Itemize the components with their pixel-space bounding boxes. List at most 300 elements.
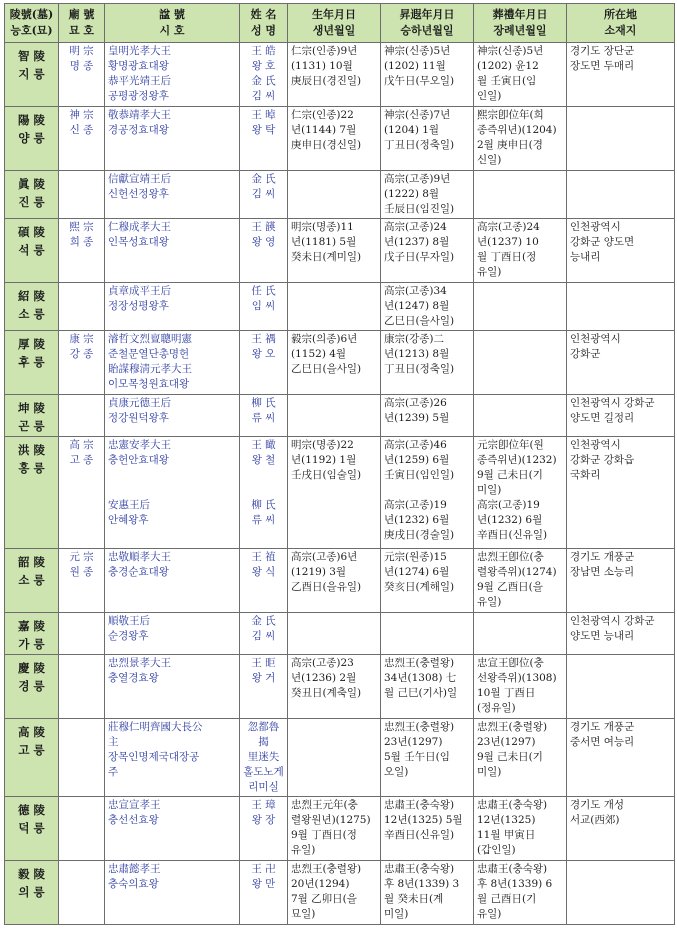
header-tomb-l1: 陵號(墓) bbox=[9, 8, 54, 21]
cell-title-line: 貽謀穆淸元孝大王 bbox=[108, 363, 192, 375]
header-title-l1: 諡 號 bbox=[159, 8, 185, 21]
cell-name bbox=[240, 719, 288, 797]
cell-name-line: 왕 탁 bbox=[251, 124, 276, 136]
table-row bbox=[5, 655, 675, 719]
cell-loc bbox=[567, 613, 675, 655]
cell-death-line: 丁丑日(정축일) bbox=[384, 139, 455, 151]
cell-burial-line: 종즉위년)(1204) bbox=[477, 124, 557, 136]
cell-title-line: 忠烈景孝大王 bbox=[108, 657, 171, 669]
cell-birth-line: 高宗(고종)23 bbox=[291, 657, 354, 669]
cell-tomb-line: 坤 陵 bbox=[17, 401, 45, 415]
cell-loc bbox=[567, 719, 675, 797]
cell-title-line: 정강원덕왕후 bbox=[108, 412, 169, 424]
cell-burial-line: 9월 乙酉日(을 bbox=[477, 581, 543, 593]
cell-name-line: 왕 호 bbox=[251, 60, 276, 72]
header-tomb-l2: 능호(묘) bbox=[10, 24, 53, 37]
cell-loc-line: 능내리 bbox=[570, 251, 601, 263]
cell-title-line: 主 bbox=[108, 736, 119, 748]
cell-burial-line: 9월 己未日(기 bbox=[477, 469, 543, 481]
cell-tomb-line: 厚 陵 bbox=[17, 337, 45, 351]
cell-name bbox=[240, 331, 288, 395]
header-title bbox=[105, 4, 240, 43]
cell-temple-line: 신 종 bbox=[69, 124, 94, 136]
cell-name bbox=[240, 171, 288, 219]
cell-name-line: 王 皓 bbox=[251, 45, 276, 57]
cell-loc-line: 장남면 소능리 bbox=[570, 566, 635, 578]
cell-title-line: 충숙의효왕 bbox=[108, 878, 159, 890]
cell-death-line: 년(1213) 8월 bbox=[384, 348, 450, 360]
table-row bbox=[5, 719, 675, 797]
cell-death bbox=[381, 107, 474, 171]
cell-birth bbox=[288, 283, 381, 331]
cell-title-line: 順敬王后 bbox=[108, 615, 150, 627]
cell-temple bbox=[59, 171, 105, 219]
cell-title bbox=[105, 437, 240, 549]
cell-temple-line: 康 宗 bbox=[69, 333, 94, 345]
cell-name-line: 왕 장 bbox=[251, 814, 276, 826]
cell-birth-line: 忠烈王(충렬왕) bbox=[291, 863, 362, 875]
cell-death bbox=[381, 331, 474, 395]
cell-title bbox=[105, 283, 240, 331]
cell-loc-line: 양도면 길정리 bbox=[570, 412, 635, 424]
cell-temple-line: 명 종 bbox=[69, 60, 94, 72]
cell-loc-line: 강화군 bbox=[570, 348, 601, 360]
cell-birth-line: 년(1181) 5월 bbox=[291, 236, 357, 248]
cell-burial bbox=[474, 395, 567, 437]
cell-loc-line: 서교(西郊) bbox=[570, 814, 620, 826]
cell-tomb bbox=[5, 107, 59, 171]
cell-title-line: 이모목청원효대왕 bbox=[108, 378, 190, 390]
cell-death-line: 忠烈王(충렬왕) bbox=[384, 657, 455, 669]
cell-loc-line: 인천광역시 강화군 bbox=[570, 397, 655, 409]
cell-title bbox=[105, 861, 240, 925]
cell-name-line: 왕 만 bbox=[251, 878, 276, 890]
cell-temple-line: 고 종 bbox=[69, 454, 94, 466]
cell-title-line bbox=[108, 483, 236, 498]
cell-title-line: 순경왕후 bbox=[108, 630, 149, 642]
cell-birth-line: 庚辰日(경진일) bbox=[291, 75, 362, 87]
cell-birth bbox=[288, 43, 381, 107]
cell-loc bbox=[567, 549, 675, 613]
cell-tomb bbox=[5, 655, 59, 719]
cell-tomb-line: 진 릉 bbox=[18, 195, 45, 209]
cell-birth-line: (1131) 10월 bbox=[291, 60, 353, 72]
table-row bbox=[5, 613, 675, 655]
cell-burial-line: 12년(1325) bbox=[477, 814, 536, 826]
cell-name-line: 왕 거 bbox=[251, 672, 276, 684]
cell-death-line: 丁丑日(정축일) bbox=[384, 363, 455, 375]
cell-burial-line: 9월 己未日(기 bbox=[477, 751, 543, 763]
cell-tomb bbox=[5, 331, 59, 395]
cell-tomb bbox=[5, 283, 59, 331]
cell-name-line: 王 瞰 bbox=[251, 439, 276, 451]
cell-burial-line: 월 丁酉日(정 bbox=[477, 251, 537, 263]
cell-burial-line: 년(1237) 10 bbox=[477, 236, 539, 248]
header-name-l1: 姓 名 bbox=[250, 8, 277, 21]
cell-death bbox=[381, 797, 474, 861]
cell-tomb-line: 후 릉 bbox=[18, 355, 45, 369]
cell-death-line: 高宗(고종)19 bbox=[384, 499, 447, 511]
cell-tomb-line: 소 릉 bbox=[18, 307, 45, 321]
cell-name-line: 忽都魯揭 bbox=[247, 721, 280, 748]
cell-burial-line: 元宗卽位年(원 bbox=[477, 439, 544, 451]
cell-death-line: 5월 壬午日(임 bbox=[384, 751, 450, 763]
cell-title-line: 貞康元德王后 bbox=[108, 397, 171, 409]
cell-burial-line: 년(1232) 6월 bbox=[477, 514, 543, 526]
cell-tomb bbox=[5, 171, 59, 219]
cell-tomb-line: 紹 陵 bbox=[17, 289, 45, 303]
cell-name bbox=[240, 655, 288, 719]
cell-burial bbox=[474, 331, 567, 395]
cell-burial-line: 미일) bbox=[477, 766, 502, 778]
cell-name bbox=[240, 43, 288, 107]
cell-loc-line: 국화리 bbox=[570, 469, 601, 481]
cell-tomb bbox=[5, 719, 59, 797]
cell-tomb bbox=[5, 861, 59, 925]
cell-birth-line: 9월 丁酉日(정 bbox=[291, 829, 357, 841]
cell-loc bbox=[567, 107, 675, 171]
cell-name-line: 柳 氏 bbox=[251, 499, 276, 511]
cell-title-line: 주 bbox=[108, 766, 119, 778]
cell-loc-line: 중서면 여능리 bbox=[570, 736, 635, 748]
cell-birth-line: 高宗(고종)6년 bbox=[291, 551, 358, 563]
cell-loc bbox=[567, 437, 675, 549]
cell-tomb-line: 慶 陵 bbox=[17, 661, 45, 675]
cell-name-line: 왕 영 bbox=[251, 236, 276, 248]
cell-name-line: 王 韺 bbox=[251, 221, 276, 233]
cell-name-line: 김 씨 bbox=[251, 188, 276, 200]
cell-name bbox=[240, 437, 288, 549]
cell-death bbox=[381, 219, 474, 283]
cell-title-line: 敬恭靖孝大王 bbox=[108, 109, 171, 121]
cell-name bbox=[240, 283, 288, 331]
cell-burial-line: 인일) bbox=[477, 90, 502, 102]
cell-burial-line: 10월 丁酉日 bbox=[477, 687, 536, 699]
cell-burial bbox=[474, 549, 567, 613]
cell-loc bbox=[567, 283, 675, 331]
cell-birth bbox=[288, 107, 381, 171]
header-temple-l2: 묘 호 bbox=[68, 24, 95, 37]
cell-title bbox=[105, 613, 240, 655]
cell-death-line: 癸亥日(계해일) bbox=[384, 581, 455, 593]
cell-death bbox=[381, 437, 474, 549]
cell-title-line: 貞章成平王后 bbox=[108, 285, 171, 297]
cell-death bbox=[381, 43, 474, 107]
cell-title-line: 황명광효대왕 bbox=[108, 60, 169, 72]
cell-loc-line: 장도면 두매리 bbox=[570, 60, 635, 72]
cell-birth-line: 乙酉日(을유일) bbox=[291, 581, 362, 593]
cell-tomb-line: 소 릉 bbox=[18, 573, 45, 587]
cell-title-line: 忠敬順孝大王 bbox=[108, 551, 171, 563]
cell-birth-line: 明宗(명종)22 bbox=[291, 439, 354, 451]
cell-tomb-line: 양 릉 bbox=[18, 131, 45, 145]
cell-death-line: 34년(1308) 七 bbox=[384, 672, 457, 684]
cell-temple-line: 熙 宗 bbox=[69, 221, 94, 233]
header-burial bbox=[474, 4, 567, 43]
cell-name-line: 王 禑 bbox=[251, 333, 276, 345]
cell-burial-line: 선왕즉위)(1308) bbox=[477, 672, 557, 684]
cell-death-line: 神宗(신종)7년 bbox=[384, 109, 451, 121]
header-name-l2: 성 명 bbox=[250, 24, 277, 37]
cell-burial-line: 렬왕즉위)(1274) bbox=[477, 566, 557, 578]
cell-title-line: 충선선효왕 bbox=[108, 814, 159, 826]
cell-name-line bbox=[243, 483, 284, 498]
cell-burial bbox=[474, 613, 567, 655]
cell-birth bbox=[288, 613, 381, 655]
cell-death-line: 년(1247) 8월 bbox=[384, 300, 450, 312]
cell-title-line: 충열경효왕 bbox=[108, 672, 159, 684]
cell-tomb-line: 곤 릉 bbox=[18, 419, 45, 433]
table-row bbox=[5, 797, 675, 861]
cell-burial-line: 월 己酉日(기 bbox=[477, 893, 537, 905]
cell-tomb-line: 경 릉 bbox=[18, 679, 45, 693]
header-birth-l2: 생년월일 bbox=[312, 24, 356, 37]
cell-name bbox=[240, 549, 288, 613]
cell-birth bbox=[288, 719, 381, 797]
cell-birth bbox=[288, 437, 381, 549]
header-tomb bbox=[5, 4, 59, 43]
cell-death-line bbox=[384, 483, 470, 498]
cell-tomb-line: 韶 陵 bbox=[17, 555, 45, 569]
cell-death-line: 辛酉日(신유일) bbox=[384, 829, 455, 841]
cell-title-line: 濬哲文烈亶聰明憲 bbox=[108, 333, 192, 345]
cell-birth-line: 忠烈王元年(충 bbox=[291, 799, 358, 811]
cell-name bbox=[240, 797, 288, 861]
cell-name bbox=[240, 219, 288, 283]
table-row bbox=[5, 43, 675, 107]
cell-burial-line: 辛酉日(신유일) bbox=[477, 529, 548, 541]
cell-birth-line: 癸丑日(계축일) bbox=[291, 687, 362, 699]
cell-name-line: 왕 식 bbox=[251, 566, 276, 578]
cell-birth-line: (1219) 3월 bbox=[291, 566, 347, 578]
cell-temple bbox=[59, 437, 105, 549]
cell-burial bbox=[474, 719, 567, 797]
cell-burial bbox=[474, 171, 567, 219]
cell-burial-line: (1202) 윤12 bbox=[477, 60, 539, 72]
table-body bbox=[5, 43, 675, 925]
cell-death-line: 월 癸未日(계 bbox=[384, 893, 444, 905]
cell-birth-line: 렬왕원년)(1275) bbox=[291, 814, 371, 826]
cell-burial bbox=[474, 861, 567, 925]
cell-name-line bbox=[243, 468, 284, 483]
cell-death-line: 壬辰日(임진일) bbox=[384, 203, 455, 215]
cell-temple-line: 元 宗 bbox=[69, 551, 94, 563]
cell-death-line: 23년(1297) bbox=[384, 736, 443, 748]
cell-birth-line: 壬戌日(임술일) bbox=[291, 469, 362, 481]
cell-title-line bbox=[108, 468, 236, 483]
cell-birth-line: 乙巳日(을사일) bbox=[291, 363, 362, 375]
cell-burial-line: 熙宗卽位年(희 bbox=[477, 109, 544, 121]
cell-burial-line: 유일) bbox=[477, 596, 502, 608]
cell-title bbox=[105, 797, 240, 861]
cell-title bbox=[105, 219, 240, 283]
cell-title-line: 장목인명제국대장공 bbox=[108, 751, 200, 763]
cell-title-line: 정장성평왕후 bbox=[108, 300, 169, 312]
header-temple-l1: 廟 號 bbox=[68, 8, 95, 21]
cell-tomb-line: 덕 릉 bbox=[18, 821, 45, 835]
cell-tomb bbox=[5, 395, 59, 437]
cell-birth-line: (1152) 4월 bbox=[291, 348, 347, 360]
cell-temple bbox=[59, 861, 105, 925]
cell-burial-line: 종즉위년)(1232) bbox=[477, 454, 557, 466]
cell-temple bbox=[59, 43, 105, 107]
cell-title-line: 忠憲安孝大王 bbox=[108, 439, 171, 451]
cell-name-line: 리미실 bbox=[248, 781, 279, 793]
cell-temple-line: 明 宗 bbox=[69, 45, 94, 57]
cell-name bbox=[240, 107, 288, 171]
header-burial-l2: 장례년월일 bbox=[493, 24, 547, 37]
cell-tomb-line: 석 릉 bbox=[18, 243, 45, 257]
cell-name-line: 홀도노게 bbox=[243, 766, 284, 778]
table-row bbox=[5, 171, 675, 219]
cell-death-line: (1202) 11월 bbox=[384, 60, 446, 72]
table-row bbox=[5, 437, 675, 549]
cell-title-line: 信獻宣靖王后 bbox=[108, 173, 171, 185]
cell-burial-line: 23년(1297) bbox=[477, 736, 536, 748]
cell-birth bbox=[288, 171, 381, 219]
cell-name-line: 王 晫 bbox=[251, 109, 276, 121]
cell-death-line: 康宗(강종)二 bbox=[384, 333, 444, 345]
table-row bbox=[5, 283, 675, 331]
cell-temple-line: 神 宗 bbox=[69, 109, 94, 121]
cell-name-line: 김 씨 bbox=[251, 630, 276, 642]
cell-temple bbox=[59, 283, 105, 331]
cell-tomb-line: 지 릉 bbox=[18, 67, 45, 81]
cell-birth bbox=[288, 797, 381, 861]
cell-tomb-line: 가 릉 bbox=[18, 637, 45, 651]
cell-death-line: 월 己巳(기사)일 bbox=[384, 687, 458, 699]
cell-name-line: 王 禃 bbox=[251, 551, 276, 563]
cell-birth bbox=[288, 331, 381, 395]
cell-death-line: 高宗(고종)9년 bbox=[384, 173, 451, 185]
cell-birth-line: 癸未日(계미일) bbox=[291, 251, 362, 263]
cell-tomb-line: 智 陵 bbox=[17, 49, 45, 63]
cell-death-line: (1204) 1월 bbox=[384, 124, 440, 136]
cell-death-line: 高宗(고종)24 bbox=[384, 221, 447, 233]
cell-burial-line: 미일) bbox=[477, 484, 502, 496]
cell-death-line: 高宗(고종)26 bbox=[384, 397, 447, 409]
cell-death-line: 元宗(원종)15 bbox=[384, 551, 447, 563]
header-death-l1: 昇遐年月日 bbox=[399, 8, 455, 21]
cell-title-line: 충헌안효대왕 bbox=[108, 454, 169, 466]
cell-temple bbox=[59, 613, 105, 655]
cell-burial-line: 11월 甲寅日 bbox=[477, 829, 536, 841]
header-name bbox=[240, 4, 288, 43]
cell-death-line: 후 8년(1339) 3 bbox=[384, 878, 460, 890]
cell-title-line: 인목성효대왕 bbox=[108, 236, 169, 248]
cell-name-line: 王 卍 bbox=[251, 863, 276, 875]
cell-birth-line: 년(1236) 2월 bbox=[291, 672, 357, 684]
cell-loc-line: 경기도 개성 bbox=[570, 799, 625, 811]
cell-birth bbox=[288, 861, 381, 925]
cell-birth-line: 仁宗(인종)9년 bbox=[291, 45, 358, 57]
cell-temple bbox=[59, 719, 105, 797]
cell-title-line: 恭平光靖王后 bbox=[108, 75, 171, 87]
table-row bbox=[5, 395, 675, 437]
cell-birth bbox=[288, 655, 381, 719]
cell-burial-line: 忠肅王(충숙왕) bbox=[477, 863, 548, 875]
cell-name-line: 왕 철 bbox=[251, 454, 276, 466]
cell-death-line: 忠肅王(충숙왕) bbox=[384, 863, 455, 875]
cell-burial bbox=[474, 437, 567, 549]
cell-burial bbox=[474, 219, 567, 283]
cell-loc-line: 경기도 장단군 bbox=[570, 45, 635, 57]
cell-tomb-line: 陽 陵 bbox=[17, 113, 45, 127]
cell-loc-line: 강화군 강화읍 bbox=[570, 454, 635, 466]
table-row bbox=[5, 107, 675, 171]
cell-title-line: 莊穆仁明齊國大長公 bbox=[108, 721, 203, 733]
cell-death-line: 高宗(고종)34 bbox=[384, 285, 447, 297]
cell-birth bbox=[288, 549, 381, 613]
header-row bbox=[5, 4, 675, 43]
cell-birth bbox=[288, 395, 381, 437]
cell-death-line: 년(1232) 6월 bbox=[384, 514, 450, 526]
cell-burial-line: 월 壬寅日(임 bbox=[477, 75, 537, 87]
cell-death bbox=[381, 171, 474, 219]
cell-death-line: 壬寅日(임인일) bbox=[384, 469, 455, 481]
cell-loc-line: 경기도 개풍군 bbox=[570, 551, 635, 563]
header-location-l1: 所在地 bbox=[604, 8, 637, 21]
header-birth bbox=[288, 4, 381, 43]
table-row bbox=[5, 861, 675, 925]
cell-death bbox=[381, 283, 474, 331]
cell-title bbox=[105, 43, 240, 107]
cell-loc-line: 인천광역시 bbox=[570, 439, 621, 451]
cell-name-line: 왕 오 bbox=[251, 348, 276, 360]
cell-birth bbox=[288, 219, 381, 283]
cell-title-line: 경공정효대왕 bbox=[108, 124, 169, 136]
header-title-l2: 시 호 bbox=[159, 24, 185, 37]
cell-name-line: 金 氏 bbox=[251, 75, 276, 87]
cell-loc bbox=[567, 655, 675, 719]
cell-loc-line: 인천광역시 bbox=[570, 333, 621, 345]
cell-name-line: 金 氏 bbox=[251, 615, 276, 627]
cell-loc bbox=[567, 219, 675, 283]
cell-birth-line: 20년(1294) bbox=[291, 878, 350, 890]
cell-burial-line: 忠宣王卽位(충 bbox=[477, 657, 544, 669]
cell-tomb-line: 嘉 陵 bbox=[17, 619, 45, 633]
cell-title bbox=[105, 655, 240, 719]
cell-name-line: 류 씨 bbox=[251, 514, 276, 526]
cell-tomb bbox=[5, 43, 59, 107]
cell-name-line: 任 氏 bbox=[251, 285, 276, 297]
cell-title bbox=[105, 331, 240, 395]
cell-birth-line: 毅宗(의종)6년 bbox=[291, 333, 358, 345]
cell-birth-line: 년(1192) 1월 bbox=[291, 454, 357, 466]
cell-tomb-line: 홍 릉 bbox=[18, 461, 45, 475]
cell-burial-line: (갑인일) bbox=[477, 844, 516, 856]
cell-death-line: 庚戌日(경술일) bbox=[384, 529, 455, 541]
cell-tomb-line: 洪 陵 bbox=[17, 443, 45, 457]
cell-birth-line: 庚申日(경신일) bbox=[291, 139, 362, 151]
cell-burial-line: 忠烈王(충렬왕) bbox=[477, 721, 548, 733]
cell-birth-line: 仁宗(인종)22 bbox=[291, 109, 354, 121]
cell-birth-line: 묘일) bbox=[291, 908, 316, 920]
header-location bbox=[567, 4, 675, 43]
cell-tomb bbox=[5, 613, 59, 655]
cell-temple bbox=[59, 797, 105, 861]
cell-title-line: 안혜왕후 bbox=[108, 514, 149, 526]
cell-temple bbox=[59, 395, 105, 437]
cell-name-line: 王 璋 bbox=[251, 799, 276, 811]
cell-death-line: 오일) bbox=[384, 766, 409, 778]
cell-death-line: 戊子日(무자일) bbox=[384, 251, 455, 263]
cell-loc bbox=[567, 171, 675, 219]
cell-title-line: 仁穆成孝大王 bbox=[108, 221, 171, 233]
cell-burial-line: 신일) bbox=[477, 154, 502, 166]
cell-birth-line: 明宗(명종)11 bbox=[291, 221, 354, 233]
cell-loc bbox=[567, 331, 675, 395]
